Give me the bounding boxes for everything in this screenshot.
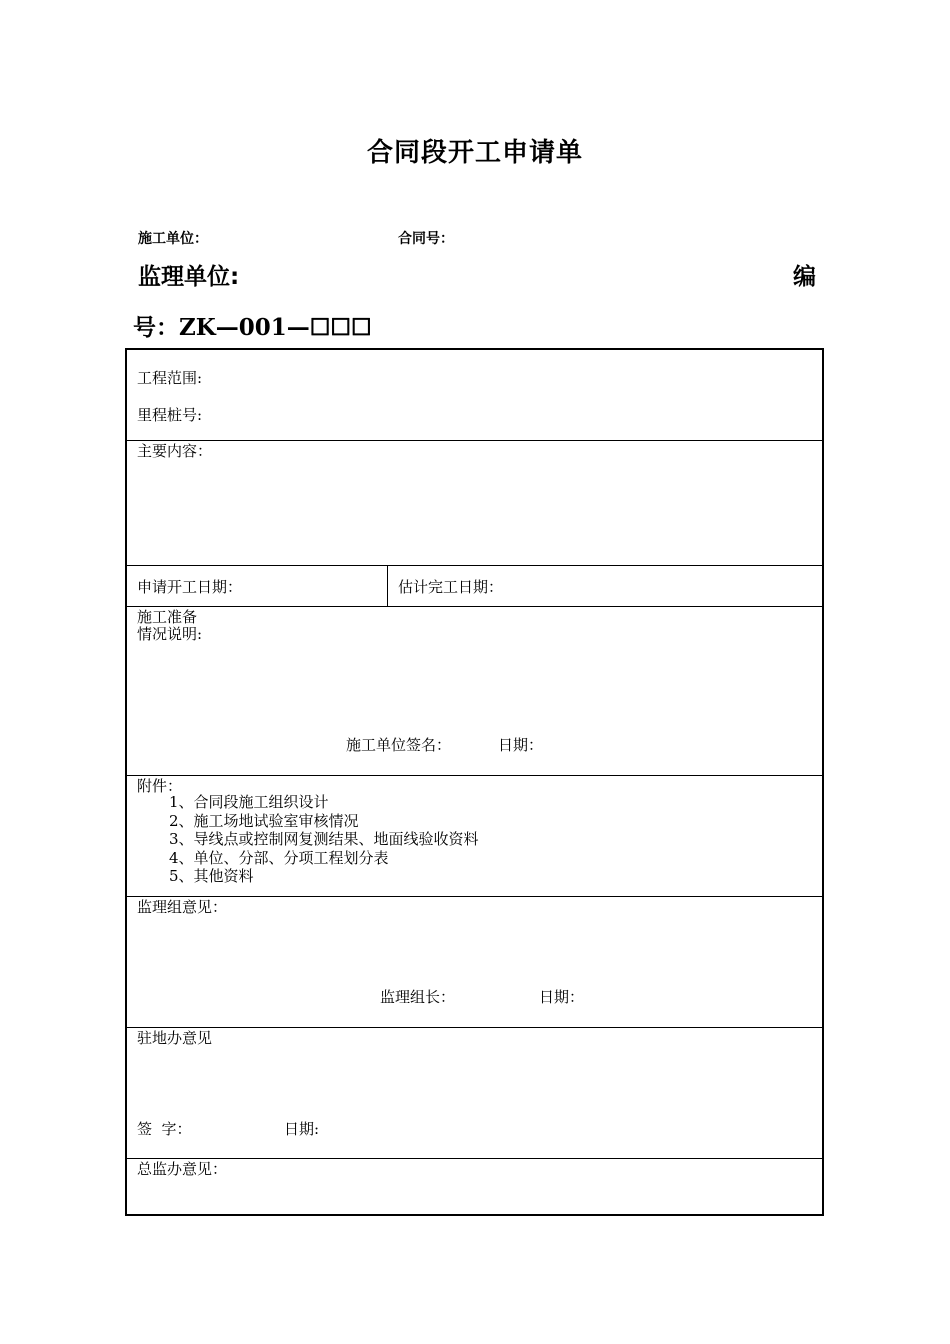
dates-row <box>127 566 822 607</box>
est-finish-label: 估计完工日期： <box>398 578 504 596</box>
supervision-unit-label: 监理单位: <box>138 264 240 290</box>
supervision-group-row <box>127 897 822 1028</box>
start-date-label: 申请开工日期： <box>137 578 243 596</box>
number-prefix: 编 <box>793 264 816 290</box>
prep-label-2: 情况说明: <box>137 625 203 643</box>
resident-office-row <box>127 1028 822 1159</box>
contractor-date-label: 日期： <box>498 736 544 754</box>
attachment-item: 3、导线点或控制网复测结果、地面线验收资料 <box>169 830 479 848</box>
mileage-label: 里程桩号: <box>137 406 203 424</box>
main-content-row <box>127 441 822 566</box>
preparation-row <box>127 607 822 776</box>
construction-unit-label: 施工单位： <box>138 231 208 247</box>
resident-office-label: 驻地办意见 <box>137 1029 213 1047</box>
prep-label-1: 施工准备 <box>137 608 198 626</box>
attachments-label: 附件： <box>137 777 183 795</box>
document-number: 号：ZK—001—☐☐☐ <box>133 314 372 341</box>
attachment-item: 5、其他资料 <box>169 867 254 885</box>
contract-no-label: 合同号： <box>398 231 454 247</box>
application-form <box>125 348 824 1216</box>
group-date-label: 日期： <box>539 988 585 1006</box>
scope-label: 工程范围: <box>137 369 203 387</box>
group-leader-label: 监理组长： <box>380 988 456 1006</box>
scope-row <box>127 350 822 441</box>
attachments-row <box>127 776 822 897</box>
resident-date-label: 日期: <box>284 1120 320 1138</box>
main-content-label: 主要内容： <box>137 442 213 460</box>
dates-divider <box>387 566 388 606</box>
chief-office-row <box>127 1159 822 1214</box>
sign-label: 签 字： <box>137 1120 192 1138</box>
attachment-item: 4、单位、分部、分项工程划分表 <box>169 848 389 867</box>
supervision-group-label: 监理组意见： <box>137 898 228 916</box>
page-title: 合同段开工申请单 <box>366 138 583 168</box>
attachment-item: 1、合同段施工组织设计 <box>169 793 329 811</box>
attachment-item: 2、施工场地试验室审核情况 <box>169 811 359 830</box>
contractor-sign-label: 施工单位签名： <box>346 736 452 754</box>
chief-office-label: 总监办意见： <box>137 1160 228 1178</box>
